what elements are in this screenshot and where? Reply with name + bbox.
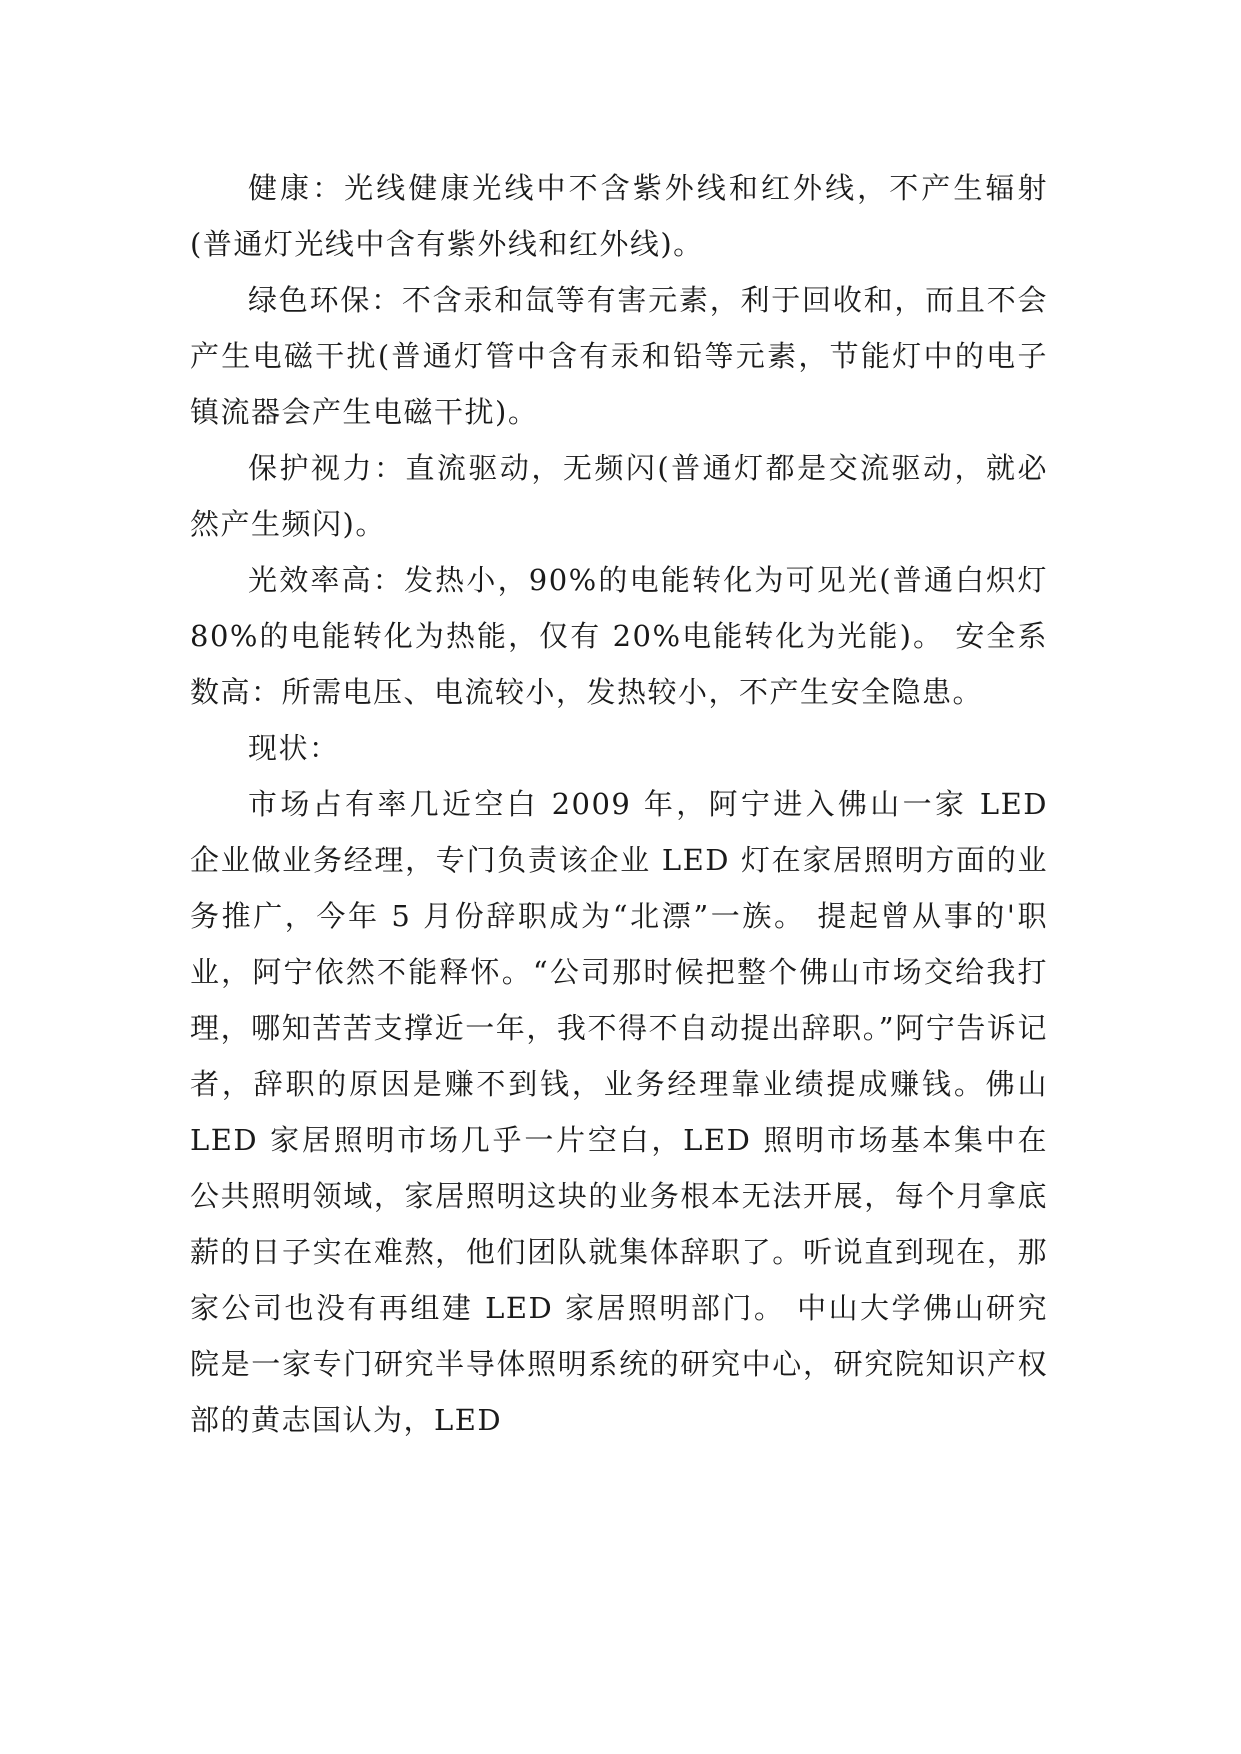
paragraph-market: 市场占有率几近空白 2009 年，阿宁进入佛山一家 LED 企业做业务经理，专门负责该企业 LED 灯在家居照明方面的业务推广，今年 5 月份辞职成为“北漂”一族。 提起曾从事的'职业，阿宁依然不能释怀。“公司那时候把整个佛山市场交给我打理，哪知苦苦支撑近一年，我不得不自动提出辞职。”阿宁告诉记者，辞职的原因是赚不到钱，业务经理靠业绩提成赚钱。佛山 LED 家居照明市场几乎一片空白，LED 照明市场基本集中在公共照明领域，家居照明这块的业务根本无法开展，每个月拿底薪的日子实在难熬，他们团队就集体辞职了。听说直到现在，那家公司也没有再组建 LED 家居照明部门。 中山大学佛山研究院是一家专门研究半导体照明系统的研究中心，研究院知识产权部的黄志国认为，LED — [190, 787, 1048, 1437]
paragraph-status-heading: 现状： — [248, 731, 340, 765]
document-body — [190, 160, 1048, 1448]
paragraph-efficiency: 光效率高：发热小，90%的电能转化为可见光(普通白炽灯 80%的电能转化为热能，仅有 20%电能转化为光能)。 安全系数高：所需电压、电流较小，发热较小，不产生安全隐患。 — [190, 563, 1048, 709]
paragraph-green: 绿色环保：不含汞和氙等有害元素，利于回收和，而且不会产生电磁干扰(普通灯管中含有汞和铅等元素，节能灯中的电子镇流器会产生电磁干扰)。 — [190, 283, 1048, 429]
paragraph-health: 健康：光线健康光线中不含紫外线和红外线，不产生辐射(普通灯光线中含有紫外线和红外线)。 — [190, 171, 1048, 261]
paragraph-eyesight: 保护视力：直流驱动，无频闪(普通灯都是交流驱动，就必然产生频闪)。 — [190, 451, 1048, 541]
